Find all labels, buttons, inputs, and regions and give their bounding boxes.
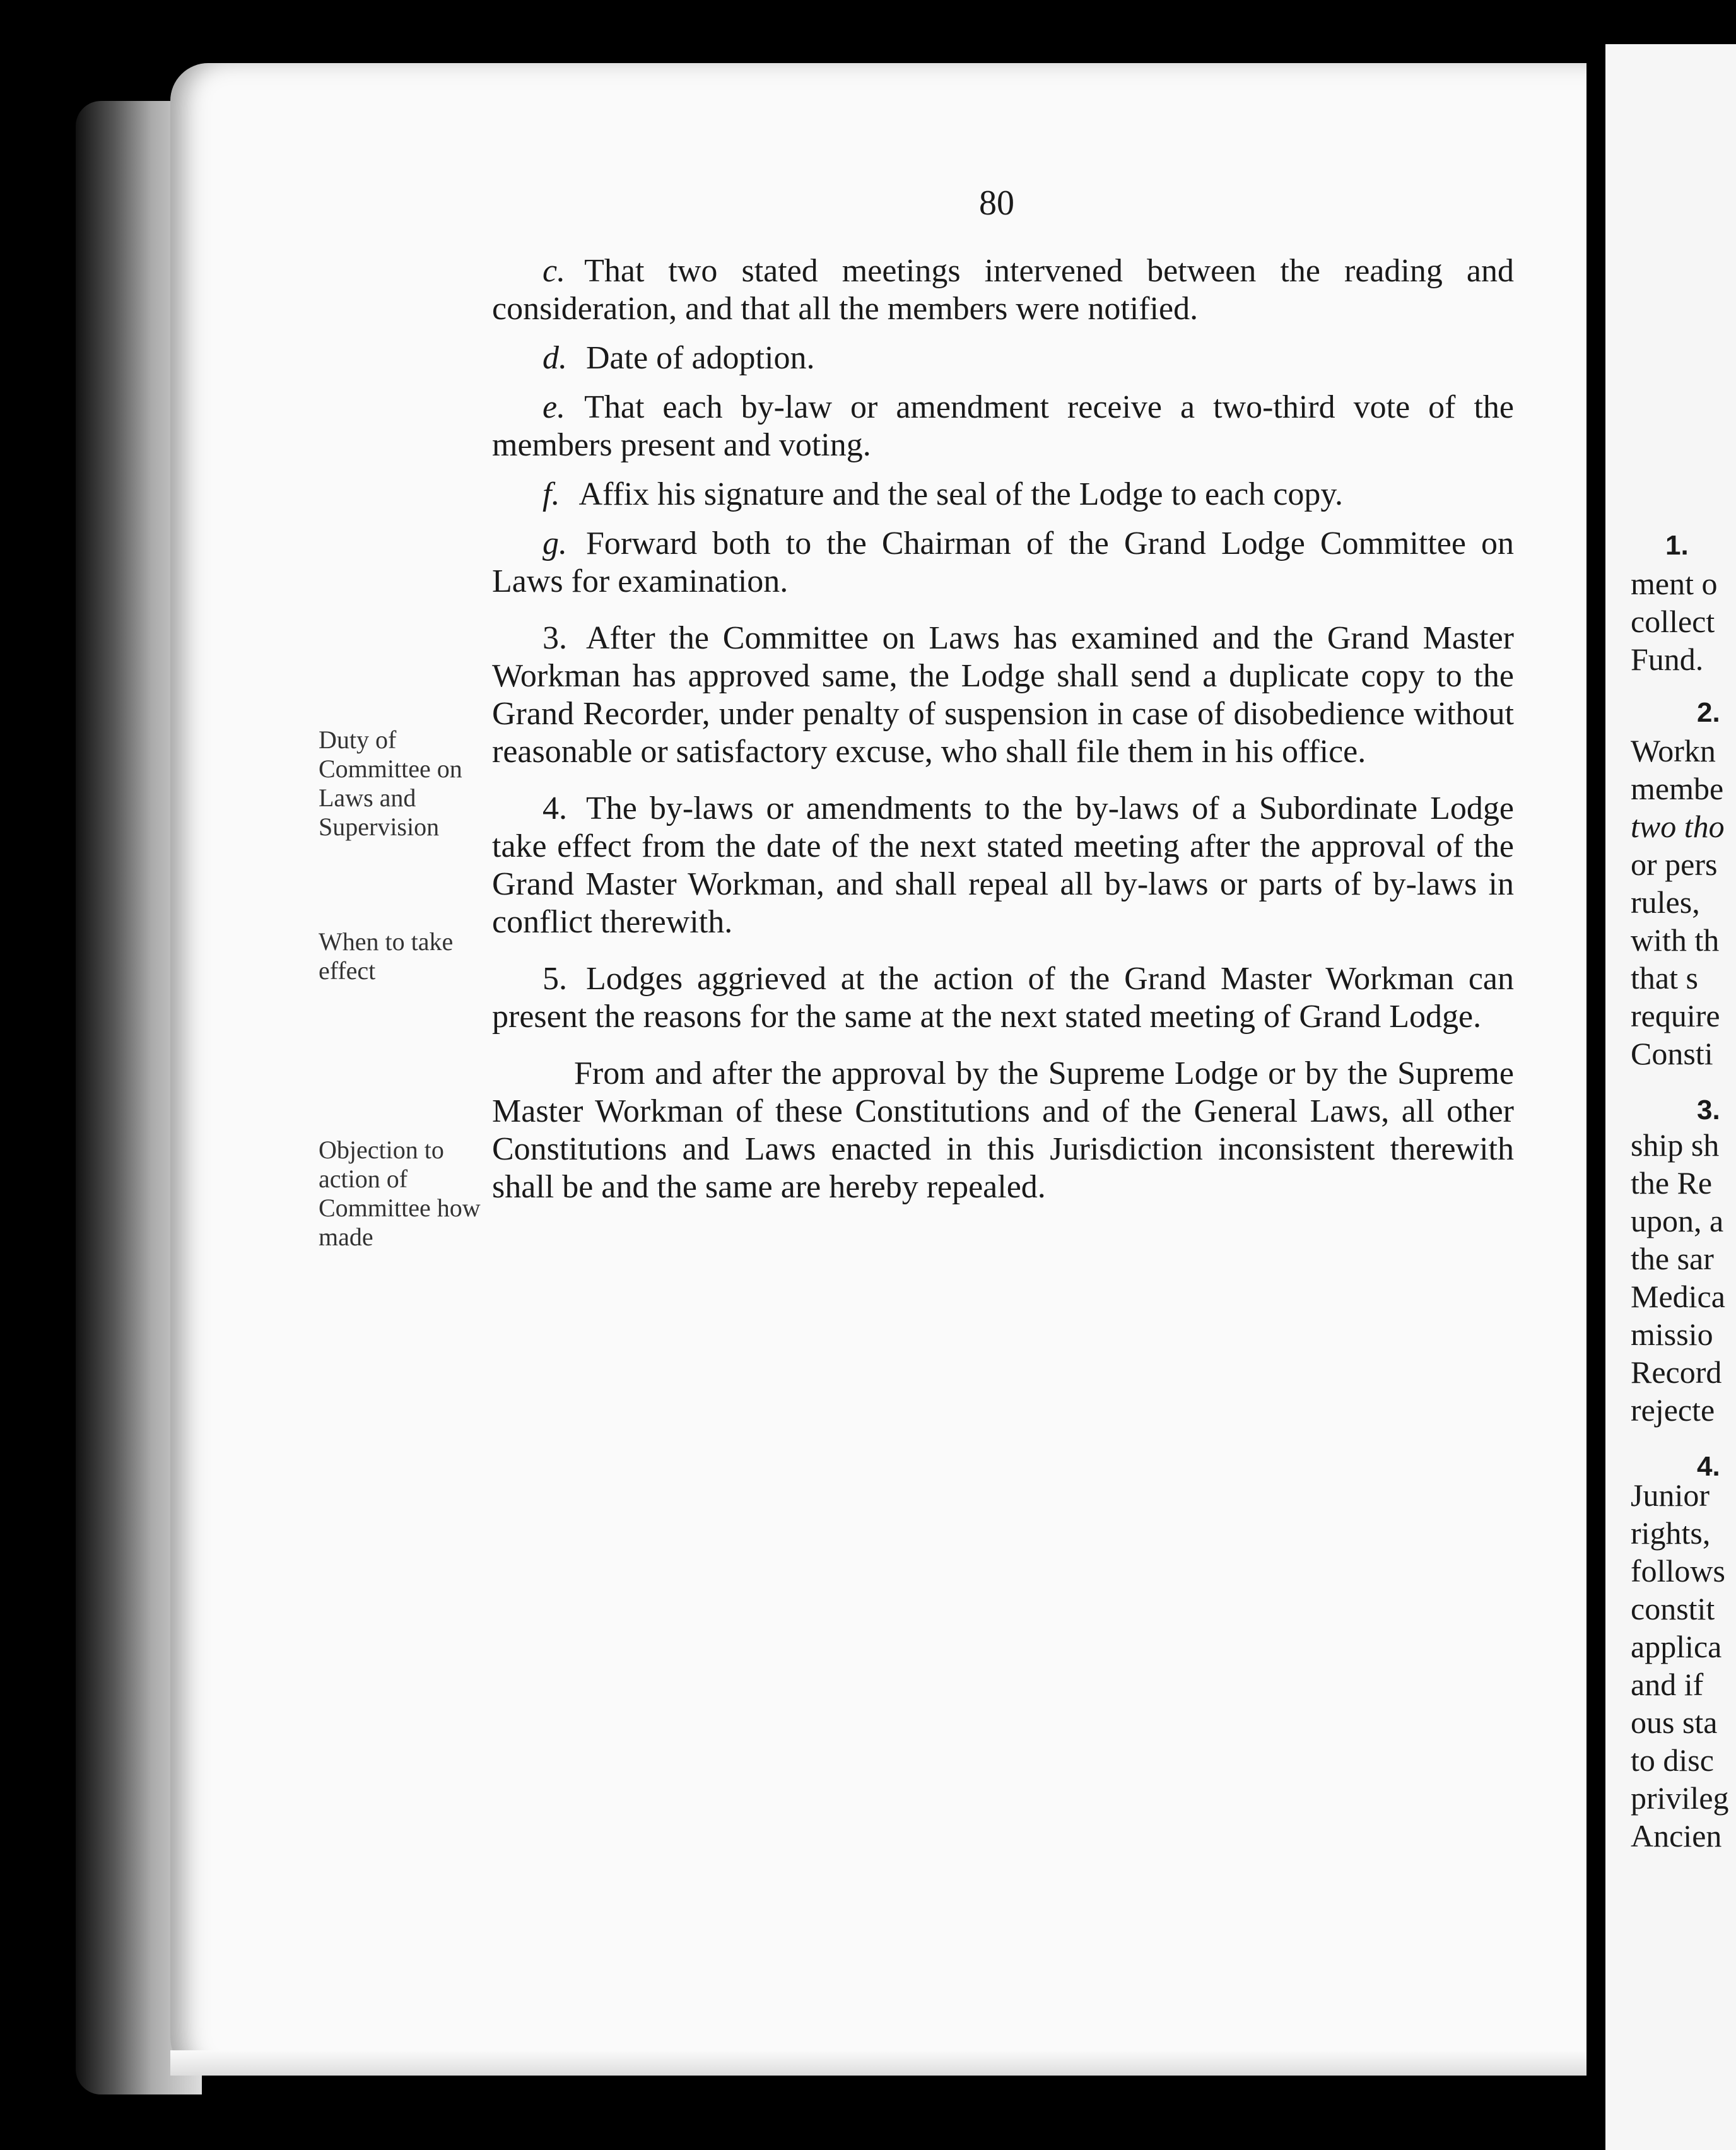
- right-line: follows: [1631, 1553, 1725, 1589]
- right-block-3: [1631, 1126, 1736, 1429]
- clause-c: [492, 252, 1514, 328]
- book-gutter: [1586, 38, 1605, 2150]
- closing-paragraph: [492, 1055, 1514, 1206]
- right-line: rules,: [1631, 884, 1700, 920]
- section-3: [492, 620, 1514, 771]
- margin-note-objection: Objection to action of Committee how made: [319, 1136, 481, 1251]
- section-number: 3.: [542, 620, 567, 656]
- right-line: Fund.: [1631, 642, 1704, 677]
- margin-note-when: When to take effect: [319, 927, 454, 985]
- closing-text: From and after the approval by the Supreme Lodge or by the Supreme Master Workman of these Constitutions and of the General Laws, all other Constitutions and Laws enacted in this Jurisdiction inconsistent therewith shall be and the same are hereby repealed.: [492, 1055, 1514, 1205]
- clause-f: [492, 476, 1514, 514]
- clause-e: [492, 389, 1514, 464]
- right-section-number: 1.: [1665, 530, 1689, 561]
- main-text: [492, 252, 1514, 1218]
- clause-text: That two stated meetings intervened between the reading and consideration, and that all the members were notified.: [492, 253, 1514, 327]
- clause-text: Date of adoption.: [586, 340, 815, 376]
- section-5: [492, 960, 1514, 1036]
- right-line: Workn: [1631, 733, 1716, 768]
- right-line: Medica: [1631, 1279, 1725, 1314]
- clause-text: Forward both to the Chairman of the Grand Lodge Committee on Laws for examination.: [492, 526, 1514, 599]
- clause-letter: e.: [542, 389, 566, 425]
- right-line: rights,: [1631, 1515, 1711, 1551]
- right-line: Junior: [1631, 1477, 1710, 1513]
- section-number: 5.: [542, 961, 567, 997]
- clause-text: Affix his signature and the seal of the Lodge to each copy.: [578, 476, 1343, 512]
- right-line: that s: [1631, 960, 1698, 996]
- right-block-1: [1631, 565, 1736, 678]
- clause-d: [492, 339, 1514, 377]
- section-4: [492, 790, 1514, 941]
- right-line: ment o: [1631, 566, 1718, 601]
- right-line: ship sh: [1631, 1127, 1720, 1163]
- right-line: missio: [1631, 1317, 1713, 1352]
- right-line: rejecte: [1631, 1392, 1715, 1428]
- clause-letter: c.: [542, 253, 566, 289]
- right-line: the sar: [1631, 1241, 1714, 1276]
- clause-text: That each by-law or amendment receive a two-third vote of the members present and voting.: [492, 389, 1514, 463]
- right-line: applica: [1631, 1629, 1722, 1664]
- right-line: membe: [1631, 771, 1724, 806]
- right-line: the Re: [1631, 1165, 1713, 1201]
- right-line: with th: [1631, 922, 1720, 958]
- clause-letter: d.: [542, 340, 567, 376]
- right-line: and if: [1631, 1667, 1704, 1702]
- clause-letter: f.: [542, 476, 560, 512]
- right-line: Consti: [1631, 1036, 1713, 1071]
- section-text: Lodges aggrieved at the action of the Grand Master Workman can present the reasons for the same at the next stated meeting of Grand Lodge.: [492, 961, 1514, 1035]
- right-line: require: [1631, 998, 1720, 1033]
- page-number: 80: [979, 184, 1014, 223]
- section-text: After the Committee on Laws has examined and the Grand Master Workman has approved same, the Lodge shall send a duplicate copy to the Grand Recorder, under penalty of suspension in case of disobedience without reasonable or satisfactory excuse, who shall file them in his office.: [492, 620, 1514, 770]
- margin-note-duty: Duty of Committee on Laws and Supervision: [319, 725, 462, 841]
- right-section-number: 2.: [1697, 697, 1720, 728]
- clause-letter: g.: [542, 526, 567, 561]
- right-line: to disc: [1631, 1742, 1714, 1778]
- right-line: Record: [1631, 1354, 1722, 1390]
- clause-g: [492, 525, 1514, 601]
- right-line: upon, a: [1631, 1203, 1724, 1238]
- right-line: constit: [1631, 1591, 1715, 1626]
- right-line: two tho: [1631, 809, 1725, 844]
- right-line: privileg: [1631, 1780, 1729, 1816]
- right-line: Ancien: [1631, 1818, 1722, 1853]
- section-text: The by-laws or amendments to the by-laws of a Subordinate Lodge take effect from the date of the next stated meeting after the approval of the Grand Master Workman, and shall repeal all by-laws or parts of by-laws in conflict therewith.: [492, 790, 1514, 940]
- right-line: collect: [1631, 604, 1715, 639]
- right-line: ous sta: [1631, 1705, 1718, 1740]
- right-block-2: [1631, 732, 1736, 1072]
- right-line: or pers: [1631, 847, 1718, 882]
- section-number: 4.: [542, 790, 567, 826]
- right-block-4: [1631, 1476, 1736, 1855]
- right-section-number: 3.: [1697, 1095, 1720, 1125]
- right-section-number: 4.: [1697, 1451, 1720, 1482]
